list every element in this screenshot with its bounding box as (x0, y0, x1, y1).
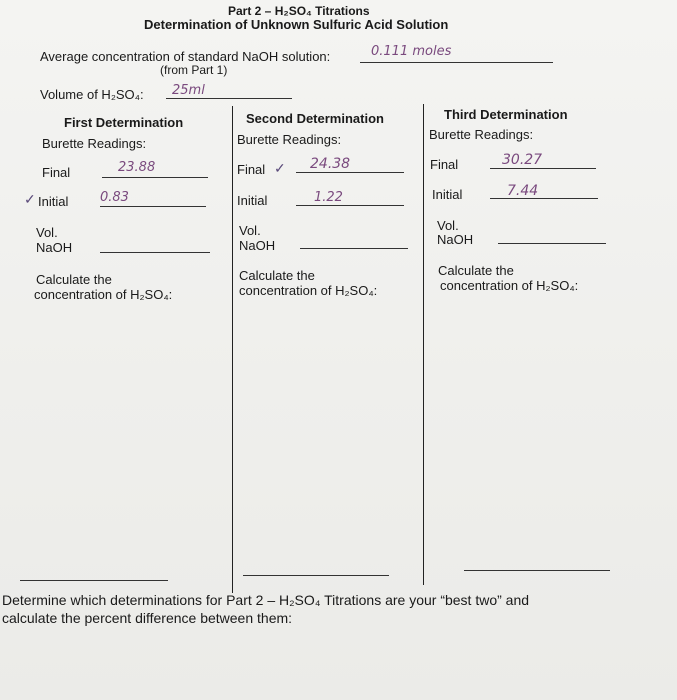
volume-h2so4-value: 25ml (172, 83, 205, 98)
first-vol-label: Vol. (36, 225, 58, 240)
first-naoh-label: NaOH (36, 240, 73, 255)
first-vol-line (100, 252, 210, 253)
third-calc-label-2: concentration of H₂SO₄: (440, 278, 579, 293)
volume-h2so4-label: Volume of H₂SO₄: (40, 87, 144, 102)
second-initial-value: 1.22 (314, 190, 343, 205)
volume-h2so4-line (166, 98, 292, 99)
second-determination-title: Second Determination (246, 111, 384, 126)
part-title: Part 2 – H₂SO₄ Titrations (228, 4, 370, 18)
column-divider-2 (423, 104, 424, 585)
third-final-value: 30.27 (502, 152, 543, 168)
third-initial-label: Initial (432, 187, 463, 202)
second-final-check-mark: ✓ (274, 160, 286, 176)
first-calc-label-1: Calculate the (36, 272, 112, 287)
first-initial-check-mark: ✓ (24, 191, 36, 207)
column-divider-1 (232, 106, 233, 593)
second-final-value: 24.38 (310, 156, 351, 172)
best-two-question-line-2: calculate the percent difference between them: (2, 610, 293, 626)
first-initial-line (100, 206, 206, 207)
third-initial-value: 7.44 (507, 183, 539, 199)
second-initial-line (296, 205, 404, 206)
first-calc-label-2: concentration of H₂SO₄: (34, 287, 173, 302)
second-answer-line (243, 575, 389, 576)
third-naoh-label: NaOH (437, 232, 474, 247)
third-vol-line (498, 243, 606, 244)
third-final-line (490, 168, 596, 169)
third-final-label: Final (430, 157, 459, 172)
naoh-concentration-value: 0.111 moles (371, 44, 452, 59)
first-final-line (102, 177, 208, 178)
first-final-value: 23.88 (118, 160, 156, 175)
naoh-concentration-label: Average concentration of standard NaOH solution: (40, 49, 331, 64)
second-initial-label: Initial (237, 193, 268, 208)
third-initial-line (490, 198, 598, 199)
third-calc-label-1: Calculate the (438, 263, 514, 278)
second-calc-label-1: Calculate the (239, 268, 315, 283)
first-final-label: Final (42, 165, 71, 180)
first-determination-title: First Determination (64, 115, 184, 130)
second-final-label: Final (237, 162, 266, 177)
first-initial-label: Initial (38, 194, 69, 209)
naoh-concentration-line (360, 62, 553, 63)
second-vol-line (300, 248, 408, 249)
worksheet-subtitle: Determination of Unknown Sulfuric Acid Solution (144, 17, 449, 32)
second-burette-readings-label: Burette Readings: (237, 132, 342, 147)
best-two-question-line-1: Determine which determinations for Part 2 – H₂SO₄ Titrations are your “best two” and (2, 592, 530, 608)
first-burette-readings-label: Burette Readings: (42, 136, 147, 151)
third-burette-readings-label: Burette Readings: (429, 127, 534, 142)
first-initial-value: 0.83 (100, 190, 129, 205)
second-final-line (296, 172, 404, 173)
third-vol-label: Vol. (437, 218, 459, 233)
second-calc-label-2: concentration of H₂SO₄: (239, 283, 378, 298)
third-determination-title: Third Determination (444, 107, 568, 122)
second-vol-label: Vol. (239, 223, 261, 238)
naoh-source-note: (from Part 1) (160, 63, 228, 77)
second-naoh-label: NaOH (239, 238, 276, 253)
third-answer-line (464, 570, 610, 571)
first-answer-line (20, 580, 168, 581)
